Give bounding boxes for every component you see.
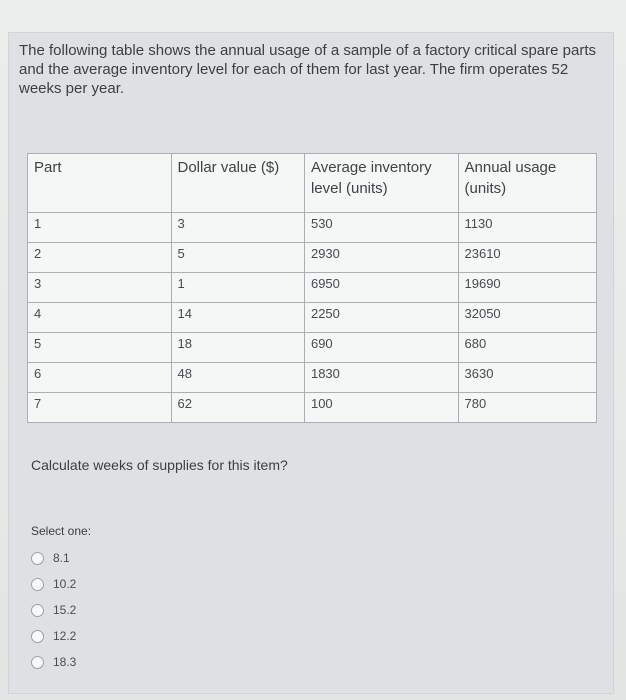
select-one-label: Select one: (31, 524, 92, 538)
cell-dollar-value: 1 (171, 273, 304, 303)
cell-part: 6 (28, 363, 172, 393)
table-row (28, 243, 597, 273)
table-row (28, 273, 597, 303)
option-label: 8.1 (53, 551, 70, 565)
cell-average-inventory: 1830 (304, 363, 458, 393)
header-part: Part (28, 154, 172, 213)
cell-average-inventory: 2250 (304, 303, 458, 333)
answer-option[interactable] (31, 571, 76, 597)
cell-part: 2 (28, 243, 172, 273)
cell-average-inventory: 530 (304, 213, 458, 243)
cell-annual-usage: 1130 (458, 213, 597, 243)
cell-dollar-value: 14 (171, 303, 304, 333)
followup-question: Calculate weeks of supplies for this item? (31, 457, 288, 473)
cell-annual-usage: 19690 (458, 273, 597, 303)
question-prompt: The following table shows the annual usage of a sample of a factory critical spare parts and the average inventory level for each of them for last year. The firm operates 52 weeks per year. (19, 42, 596, 97)
cell-annual-usage: 3630 (458, 363, 597, 393)
answer-option[interactable] (31, 623, 76, 649)
cell-dollar-value: 48 (171, 363, 304, 393)
option-label: 12.2 (53, 629, 77, 643)
cell-annual-usage: 680 (458, 333, 597, 363)
option-label: 10.2 (53, 577, 77, 591)
question-card (8, 32, 614, 694)
cell-dollar-value: 62 (171, 393, 304, 423)
cell-part: 1 (28, 213, 172, 243)
cell-part: 3 (28, 273, 172, 303)
radio-button[interactable] (31, 552, 44, 565)
cell-dollar-value: 3 (171, 213, 304, 243)
table-header-row (28, 154, 597, 213)
table-row (28, 363, 597, 393)
header-dollar-value: Dollar value ($) (171, 154, 304, 213)
cell-part: 7 (28, 393, 172, 423)
cell-dollar-value: 18 (171, 333, 304, 363)
cell-annual-usage: 32050 (458, 303, 597, 333)
cell-dollar-value: 5 (171, 243, 304, 273)
radio-button[interactable] (31, 630, 44, 643)
cell-part: 5 (28, 333, 172, 363)
header-average-inventory: Average inventory level (units) (304, 154, 458, 213)
table-row (28, 303, 597, 333)
table-row (28, 393, 597, 423)
cell-annual-usage: 780 (458, 393, 597, 423)
cell-annual-usage: 23610 (458, 243, 597, 273)
radio-button[interactable] (31, 656, 44, 669)
cell-average-inventory: 6950 (304, 273, 458, 303)
option-label: 15.2 (53, 603, 77, 617)
table-row (28, 333, 597, 363)
option-label: 18.3 (53, 655, 77, 669)
answer-option[interactable] (31, 545, 76, 571)
table-row (28, 213, 597, 243)
cell-average-inventory: 100 (304, 393, 458, 423)
cell-average-inventory: 690 (304, 333, 458, 363)
header-annual-usage: Annual usage (units) (458, 154, 597, 213)
cell-part: 4 (28, 303, 172, 333)
answer-option[interactable] (31, 649, 76, 675)
cell-average-inventory: 2930 (304, 243, 458, 273)
parts-table (27, 153, 597, 423)
radio-button[interactable] (31, 578, 44, 591)
answer-option[interactable] (31, 597, 76, 623)
radio-button[interactable] (31, 604, 44, 617)
answer-options (31, 545, 76, 675)
